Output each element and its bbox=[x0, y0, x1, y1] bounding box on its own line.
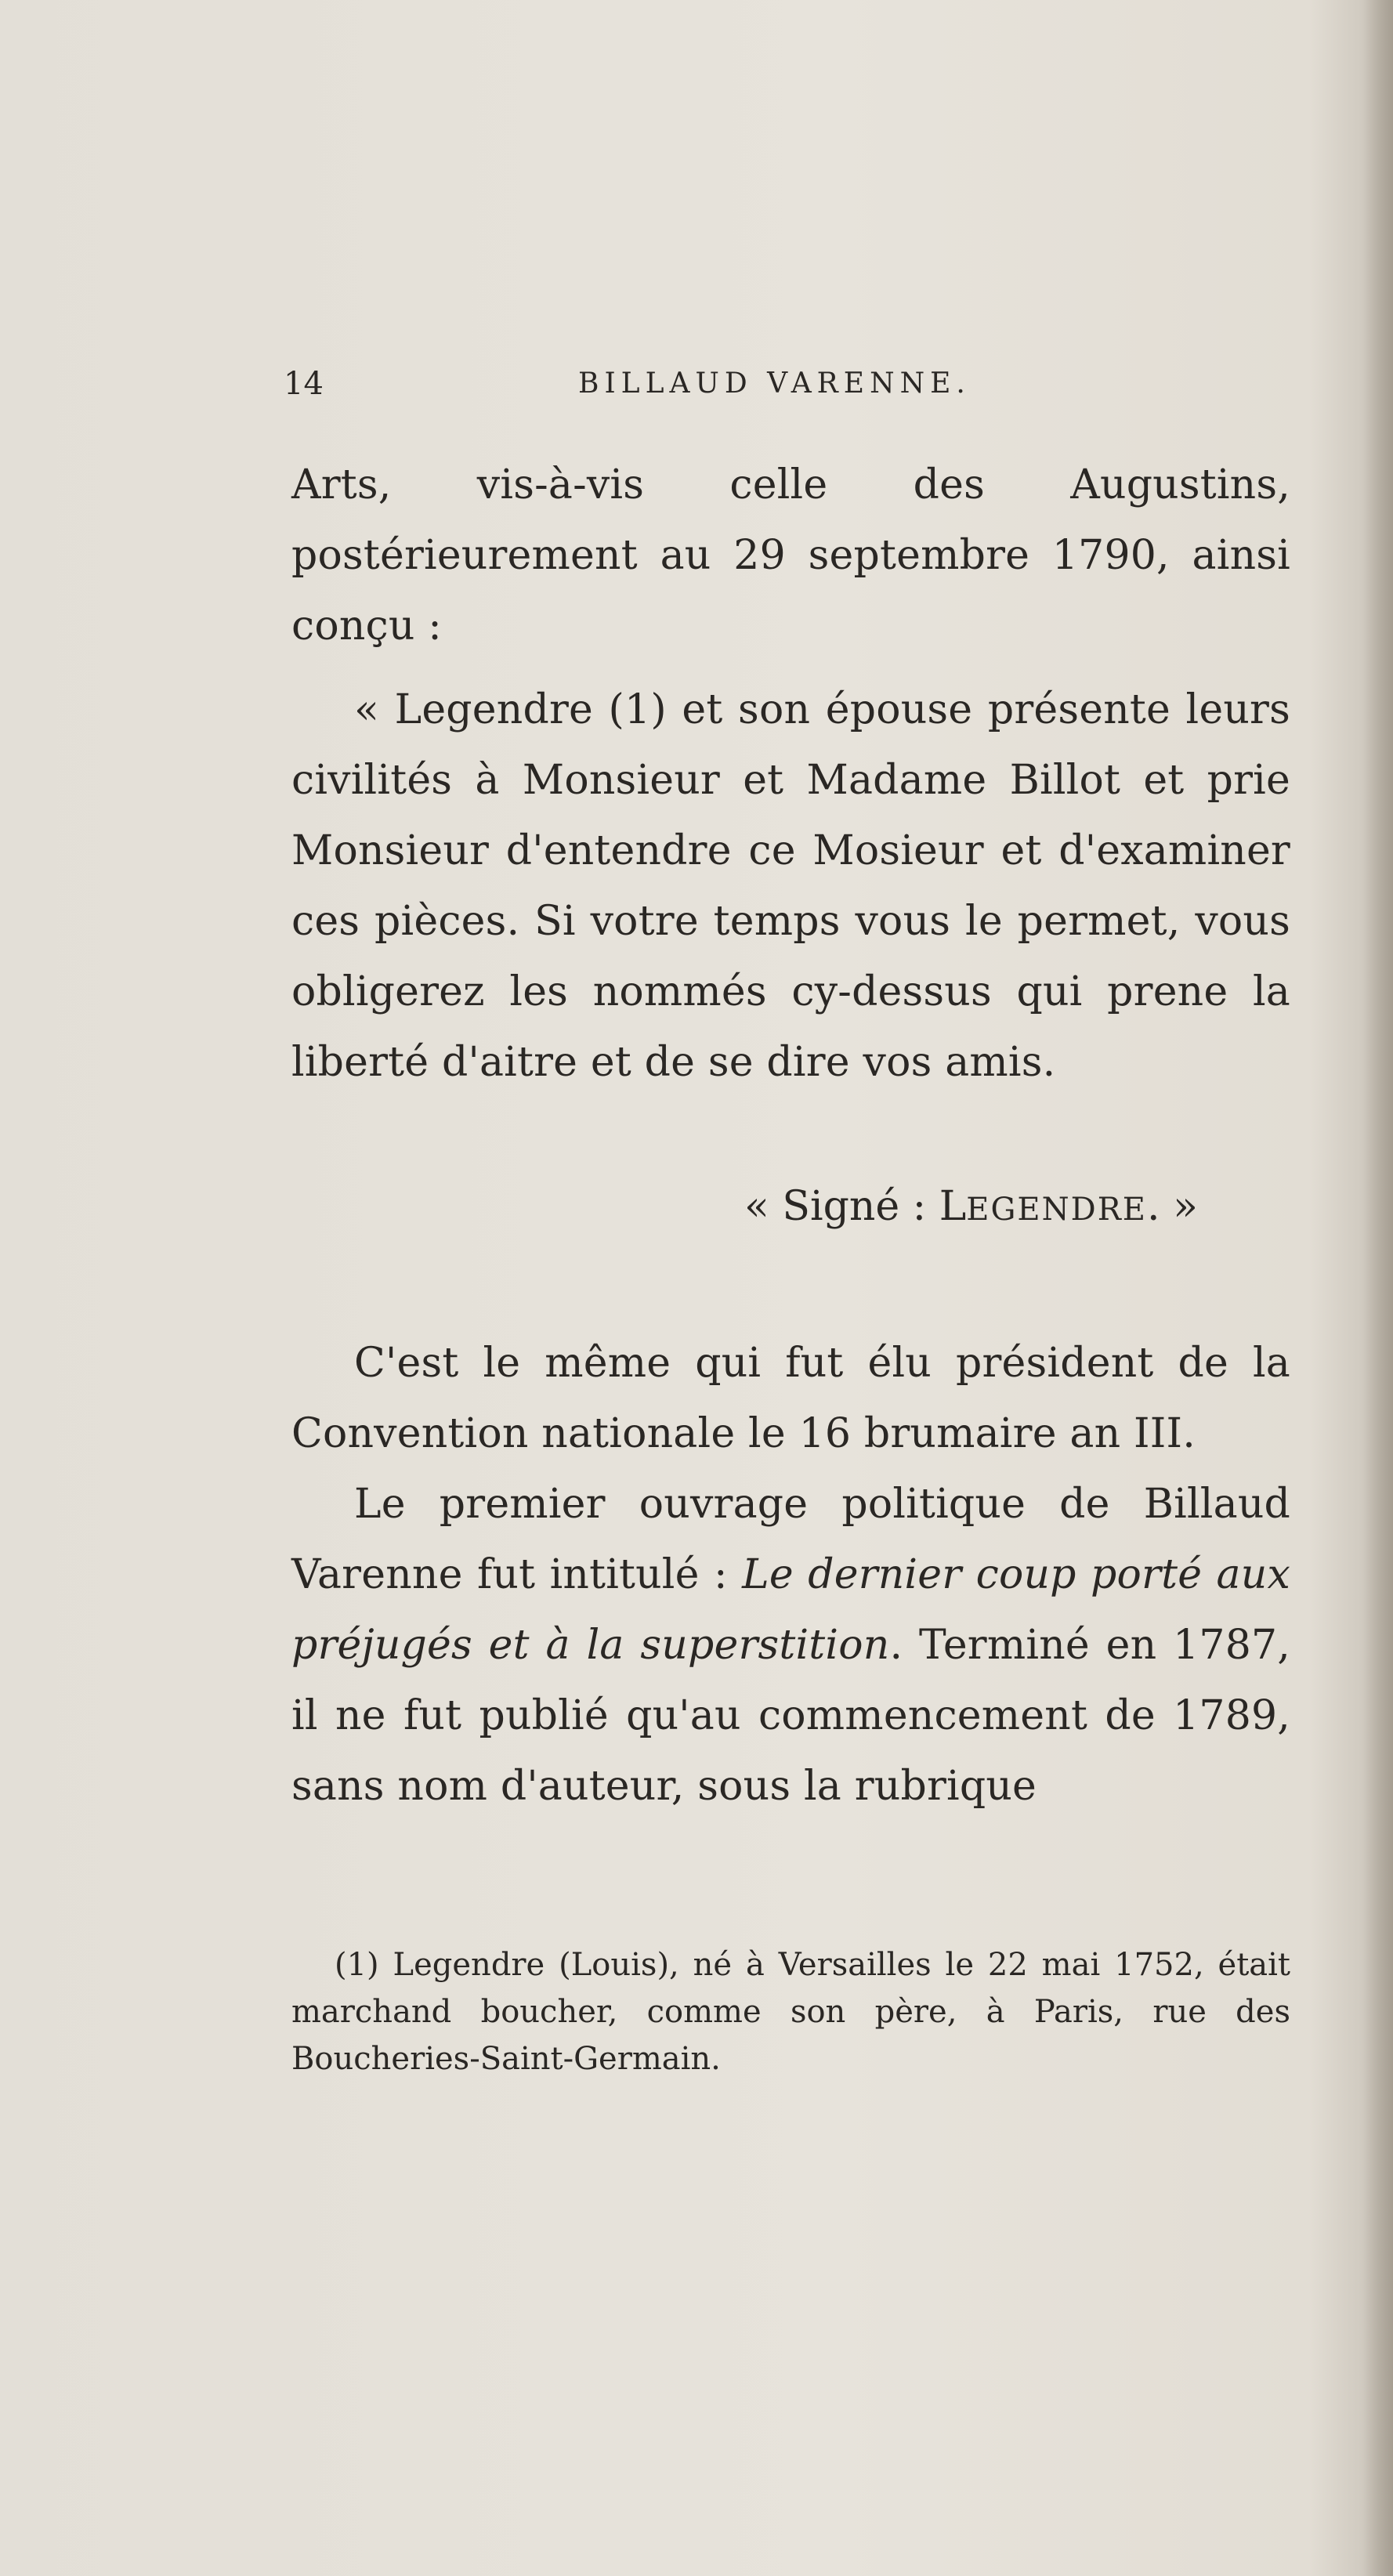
paragraph-4-rest: . Terminé en 1787, il ne fut publié qu'au commencement de 1789, sans nom d'auteur, sous la rubrique bbox=[291, 1622, 1290, 1810]
paragraph-1 bbox=[291, 450, 1290, 661]
signature-suffix: . » bbox=[1147, 1183, 1198, 1230]
signature-initial: L bbox=[939, 1183, 967, 1230]
page-edge-shadow bbox=[1362, 0, 1393, 2576]
book-title-italic: Le dernier coup porté aux préjugés et à la superstition bbox=[291, 1551, 1290, 1669]
page-header bbox=[284, 360, 1294, 407]
paragraph-4 bbox=[291, 1469, 1290, 1822]
paragraph-3 bbox=[291, 1328, 1290, 1469]
quoted-letter-text: « Legendre (1) et son épouse présente leurs civilités à Monsieur et Madame Billot et prie Monsieur d'entendre ce Mosieur et d'examiner ces pièces. Si votre temps vous le permet, vous obligerez les nommés cy-dessus qui prene la liberté d'aitre et de se dire vos amis. bbox=[291, 686, 1290, 1086]
paragraph-4-text bbox=[291, 1469, 1290, 1822]
signature-line bbox=[744, 1171, 1198, 1245]
footnote bbox=[291, 1941, 1290, 2082]
paragraph-1-text: Arts, vis-à-vis celle des Augustins, postérieurement au 29 septembre 1790, ainsi conçu : bbox=[291, 461, 1290, 649]
running-head: BILLAUD VARENNE. bbox=[578, 367, 971, 400]
signature-name: EGENDRE bbox=[966, 1192, 1148, 1228]
signature-prefix: « Signé : bbox=[744, 1183, 939, 1230]
footnote-text: (1) Legendre (Louis), né à Versailles le 22 mai 1752, était marchand boucher, comme son père, à Paris, rue des Boucheries-Saint-Germain. bbox=[291, 1947, 1290, 2077]
page-number: 14 bbox=[284, 366, 324, 402]
quoted-letter bbox=[291, 675, 1290, 1098]
paragraph-4-lead: Le premier ouvrage politique de Billaud Varenne fut intitulé : bbox=[291, 1481, 1290, 1598]
paragraph-3-text: C'est le même qui fut élu président de la Convention nationale le 16 brumaire an III. bbox=[291, 1340, 1290, 1457]
